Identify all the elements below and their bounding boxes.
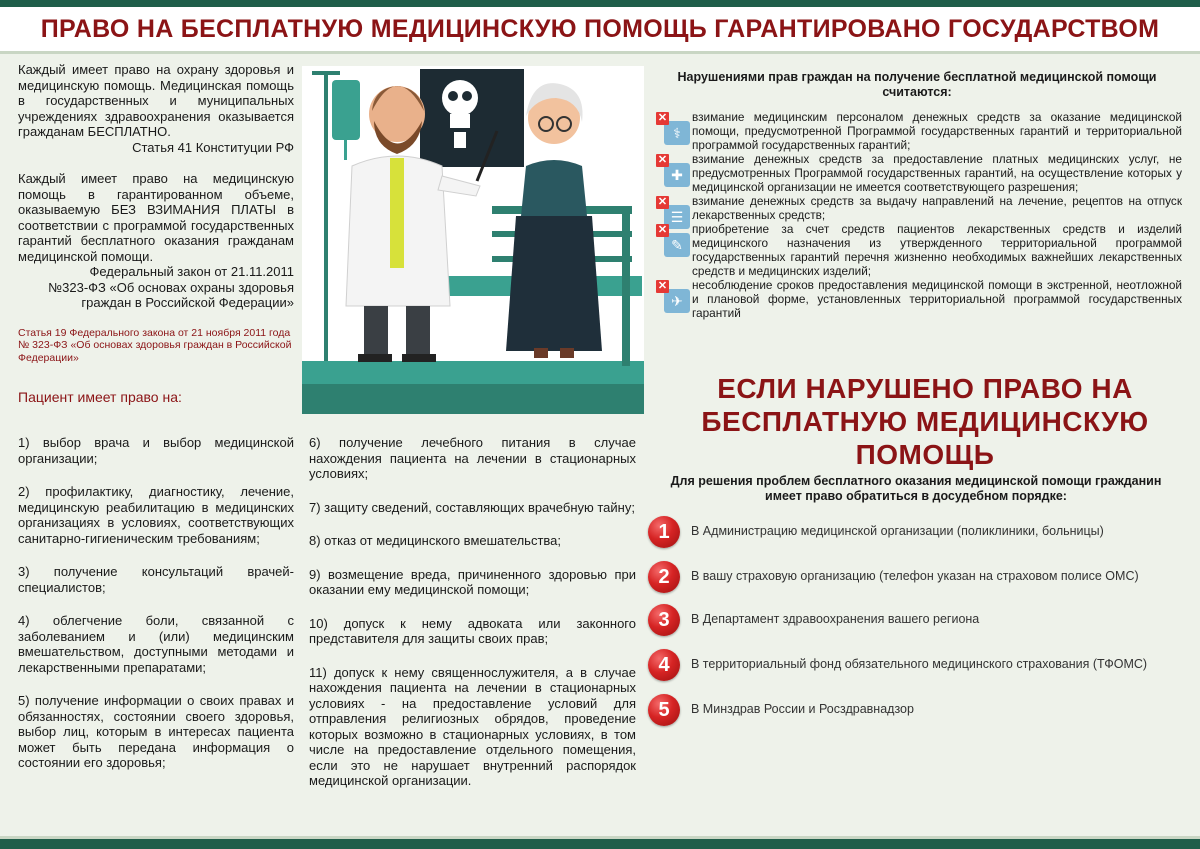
violation-item: ✚ ✕ взимание денежных средств за предоставление платных медицинских услуг, не предусмотренных Программой государственных гарантий, на осуществление которых у медицинской организации не имеется соответствующего разрешения; bbox=[657, 152, 1182, 194]
cross-icon: ✕ bbox=[657, 224, 668, 236]
step-2 bbox=[648, 561, 1188, 595]
step-text: В Минздрав России и Росздравнадзор bbox=[691, 702, 914, 716]
step-4 bbox=[648, 649, 1188, 683]
bottom-bar bbox=[0, 839, 1200, 849]
big-heading: ЕСЛИ НАРУШЕНО ПРАВО НА БЕСПЛАТНУЮ МЕДИЦИНСКУЮ ПОМОЩЬ bbox=[701, 373, 1149, 470]
cross-icon: ✕ bbox=[657, 280, 668, 292]
step-number: 3 bbox=[648, 604, 680, 636]
right-item: 7) защиту сведений, составляющих врачебную тайну; bbox=[309, 499, 635, 515]
medical-kit-icon: ✚ bbox=[671, 167, 683, 183]
article-cite: Статья 19 Федерального закона от 21 ноября 2011 года № 323-ФЗ «Об основах здоровья граждан в Российской Федерации» bbox=[18, 326, 292, 364]
violation-item: ☰ ✕ взимание денежных средств за выдачу направлений на лечение, рецептов на отпуск лекарственных средств; bbox=[652, 194, 1182, 222]
top-bar bbox=[0, 0, 1200, 7]
intro-column bbox=[18, 62, 294, 420]
law-text: Каждый имеет право на медицинскую помощь в гарантированном объеме, оказываемую БЕЗ ВЗИМАНИЯ ПЛАТЫ в соответствии с программой государственных гарантий бесплатного оказания гражданам медицинской помощи. bbox=[18, 171, 294, 264]
step-text: В Администрацию медицинской организации (поликлиники, больницы) bbox=[691, 524, 1104, 538]
step-number: 1 bbox=[648, 516, 680, 548]
right-item: 1) выбор врача и выбор медицинской организации; bbox=[18, 435, 294, 466]
cross-icon: ✕ bbox=[657, 196, 668, 208]
step-number: 4 bbox=[648, 649, 680, 681]
doctor-icon: ⚕ bbox=[673, 125, 681, 141]
step-3 bbox=[648, 604, 1188, 638]
right-item: 3) получение консультаций врачей-специалистов; bbox=[18, 564, 294, 595]
title-banner bbox=[0, 7, 1200, 54]
violation-item: ✎ ✕ приобретение за счет средств пациентов лекарственных средств и изделий медицинского назначения из утвержденного территориальной программой государственных гарантий перечня жизненно необходимых важнейших лекарственных средств и медицинских изделий; bbox=[657, 222, 1182, 278]
rights-list-right bbox=[309, 435, 636, 807]
right-item: 8) отказ от медицинского вмешательства; bbox=[309, 533, 562, 548]
right-item: 11) допуск к нему священнослужителя, а в случае нахождения пациента на лечении в стационарных условиях - на предоставление условий для отправления религиозных обрядов, проведение которых возможно в стационарных условиях, в том числе на предоставление отдельного помещения, если это не нарушает внутренний распорядок медицинской организации. bbox=[309, 664, 636, 788]
doctor-patient-illustration bbox=[302, 66, 644, 414]
step-text: В вашу страховую организацию (телефон указан на страховом полисе ОМС) bbox=[691, 569, 1139, 583]
violation-item: ⚕ ✕ взимание медицинским персоналом денежных средств за оказание медицинской помощи, предусмотренной Программой государственных гарантий и территориальной программой государственных гарантий; bbox=[657, 110, 1182, 152]
solve-text: Для решения проблем бесплатного оказания медицинской помощи гражданин имеет право обратиться в досудебном порядке: bbox=[670, 474, 1162, 503]
patient-rights-title: Пациент имеет право на: bbox=[18, 389, 182, 405]
cross-icon: ✕ bbox=[657, 112, 668, 124]
right-item: 4) облегчение боли, связанной с заболеванием и (или) медицинским вмешательством, доступными методами и лекарственными препаратами; bbox=[18, 613, 294, 675]
right-item: 10) допуск к нему адвоката или законного представителя для защиты своих прав; bbox=[309, 615, 636, 646]
constitution-text: Каждый имеет право на охрану здоровья и медицинскую помощь. Медицинская помощь в государственных и муниципальных учреждениях здравоохранения оказывается гражданам БЕСПЛАТНО. bbox=[18, 62, 294, 139]
step-5 bbox=[648, 694, 1188, 728]
ambulance-icon: ✈ bbox=[671, 293, 683, 309]
right-item: 5) получение информации о своих правах и обязанностях, состоянии своего здоровья, выбор лиц, которым в интересах пациента может быть передана информация о состоянии его здоровья; bbox=[18, 693, 294, 770]
syringe-icon: ✎ bbox=[671, 237, 683, 253]
right-item: 2) профилактику, диагностику, лечение, медицинскую реабилитацию в медицинских организациях в условиях, соответствующих санитарно-гигиеническим требованиям; bbox=[18, 484, 294, 546]
rights-list-left bbox=[18, 435, 294, 789]
violation-item: ✈ ✕ несоблюдение сроков предоставления медицинской помощи в экстренной, неотложной и плановой форме, установленных территориальной программой государственных гарантий bbox=[657, 278, 1182, 320]
step-1 bbox=[648, 516, 1188, 550]
law-cite: Федеральный закон от 21.11.2011 №323-ФЗ «Об основах охраны здоровья граждан в Российской Федерации» bbox=[48, 264, 294, 310]
clipboard-icon: ☰ bbox=[670, 209, 684, 225]
step-text: В территориальный фонд обязательного медицинского страхования (ТФОМС) bbox=[691, 657, 1148, 671]
violations-section bbox=[652, 62, 1182, 320]
cross-icon: ✕ bbox=[657, 154, 668, 166]
page-title: ПРАВО НА БЕСПЛАТНУЮ МЕДИЦИНСКУЮ ПОМОЩЬ ГАРАНТИРОВАНО ГОСУДАРСТВОМ bbox=[40, 15, 1160, 43]
right-item: 9) возмещение вреда, причиненного здоровью при оказании ему медицинской помощи; bbox=[309, 566, 636, 597]
step-text: В Департамент здравоохранения вашего региона bbox=[691, 612, 980, 626]
right-item: 6) получение лечебного питания в случае нахождения пациента на лечении в стационарных условиях; bbox=[309, 435, 636, 481]
constitution-cite: Статья 41 Конституции РФ bbox=[132, 139, 294, 155]
step-number: 5 bbox=[648, 694, 680, 726]
step-number: 2 bbox=[648, 561, 680, 593]
violations-title: Нарушениями прав граждан на получение бесплатной медицинской помощи считаются: bbox=[677, 70, 1157, 99]
